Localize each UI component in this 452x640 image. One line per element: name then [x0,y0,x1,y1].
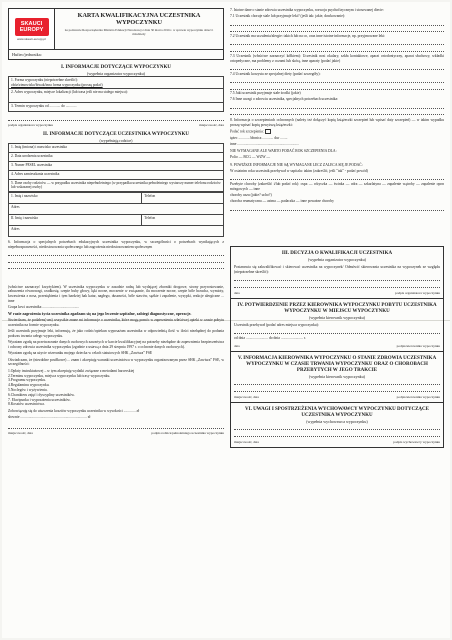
logo-url: www.skauci-europy.pl [17,36,46,41]
health-symptoms-text: (właściwe zaznaczyć krzyżykiem). W uczestnika wypoczynku w zasadzie radzę lub wydającej zborniki drogowe, strony przyrostowanie, zaburzenia równowagi, rzadkostę, czepie buby głowy, lęki nocne, moczenie w związanie, ilu moczenie nocne, czepie bóle brzucha, wymioty, krwawienia z nosa, przeziębienia i tym bardziej hak katar, nagłego, duszności, bóle stawów, sężkie i zapalenie, wysypki, reakcje alergiczne ... inne [8,284,224,303]
section6-signatures [234,440,440,444]
section6-title: VI. UWAGI I SPOSTRZEŻENIA WYCHOWAWCY WYPOCZYNKU DOTYCZĄCE UCZESTNIKA WYPOCZYNKU [245,406,429,418]
parent-signature-caption: podpis rodzica/pełnoletniego uczestnika wypoczynku [151,430,224,435]
participant-name-label: 1. Imię (imiona) i nazwisko uczestnika [11,144,67,149]
diet-label: 7.4 Uczestnik korzysta ze specjalnej diety (podać szczegóły): [230,71,321,76]
other-vaccine-label: inne [230,142,237,147]
signature-line[interactable] [8,116,224,121]
organization-logo [9,9,55,49]
decision-line[interactable] [234,276,440,281]
parent1-name-field[interactable] [9,192,142,203]
parent-signatures [8,431,224,435]
allergy-line[interactable] [230,40,444,45]
serious-diseases-line[interactable] [230,206,444,211]
card-title-box [55,9,223,49]
allergy-label: 7.2 Uczestnik ma uczulenia/alergie: takich lub na co, oraz inne istotne informacje, np. przyjmowane leki: [230,34,386,39]
parent1-address-label: Adres [11,204,20,209]
stay-address-label: Uczestnik przebywał (podać adres miejsca wypoczynku): [234,322,319,327]
place-date-caption: miejscowość, data [8,430,33,435]
section3-box [230,246,444,299]
medication-statement: Jeśli uczestnik przyjmuje leki, informuję, że jako rodzic/opiekun wyposażam uczestnika w odpowiednią ilość w ilości niezbędnej do podania podczas trwania całego wypoczynku. [8,329,224,339]
educator-signature-caption: podpis wychowawcy wypoczynku [393,439,440,444]
section4-title: IV. POTWIERDZENIE PRZEZ KIEROWNIKA WYPOCZYNKU POBYTU UCZESTNIKA WYPOCZYNKU W MIEJSCU WYPOCZYNKU [237,302,437,314]
hospital-stay-line[interactable] [230,175,444,180]
hospital-stay-label: W ostatnim roku uczestnik przebywał w szpitalu: takim (zakreślić, jeśli "tak" - podać powód) [230,168,368,173]
blood-group-field[interactable]: Grupa krwi uczestnika ........................................ [8,305,80,310]
birth-date-label: 2. Data urodzenia uczestnika [11,153,53,158]
other-notes-label: 7.6 Inne uwagi o zdrowiu uczestnika, specjalnych potrzebach uczestnika: [230,97,339,102]
educator-notes-line[interactable] [234,432,440,437]
diphtheria-label: błonica [250,135,262,140]
home-address-field[interactable] [9,170,224,179]
section1-title: I. INFORMACJE DOTYCZĄCE WYPOCZYNKU [61,65,171,70]
blood-group-label: Grupa krwi uczestnika [8,305,42,310]
list-item: 1.Opłaty instruktażowej – w tym akceptuję wydatki związane z metodami harcerskiej [8,368,135,373]
image-consent: Wyrażam zgodę na użycie wizerunku mojego dziecka w celach statutowych SHK „Zawisza” FSE [8,351,153,356]
special-needs-label: 6. Informacja o specjalnych potrzebach edukacyjnych uczestnika wypoczynku, w szczególności o potrzebach wynikających z niepełnosprawności, niedostosowania społecznego lub zagrożenia niedostosowaniem społecznym [8,239,224,249]
parent2-name-field[interactable] [9,214,142,225]
term-to-label: do [61,104,65,109]
list-item: 7. Ekwipunku i wyposażenia uczestników. [8,397,71,402]
card-title: KARTA KWALIFIKACYJNA UCZESTNIKA WYPOCZYNKU [77,12,201,26]
special-needs-line[interactable] [8,264,224,269]
term-from-label: od [45,104,49,109]
section2-title: II. INFORMACJE DOTYCZĄCE UCZESTNIKA WYPOCZYNKU [43,131,189,137]
term-field[interactable]: 3. Termin wypoczynku od ............ do ............ [9,103,224,112]
devices-label: 7.3 Uczestnik (właściwe zaznaczyć kółkiem): Uczestnik nosi okulary, szkła kontaktowe, aparat ortodontyczny, aparat słuchowy, wkładki ortopedyczne, ma problemy z oczami lub skórą, inne aparaty (podać jakie) [230,54,444,63]
ear-diseases-label: choroby uszu (jakie? ucho?) [230,193,272,198]
parent1-address-field[interactable] [9,203,224,214]
optional-vaccines-list[interactable]: Polio — BCG — WZW — [230,154,271,159]
cost-words-unit: zł [87,415,91,420]
form-type-field[interactable] [9,77,224,89]
pesel-label: 3. Numer PESEL uczestnika [11,162,52,167]
right-column [230,8,444,636]
section5-signatures [234,395,440,399]
manager-signature-caption: podpis kierownika wypoczynku [396,394,440,399]
parent2-phone-label: Telefon [144,215,156,220]
section1-subtitle: (wypełnia organizator wypoczynku) [87,71,145,76]
unit-stamp-field[interactable] [8,50,224,60]
section3-subtitle: (wypełnia organizator wypoczynku) [308,257,366,263]
disclosure-statement: Stwierdzam, że podałem(-am) wszystkie znane mi informacje o uczestniku, które mogą pomóc w zapewnieniu właściwej opieki w czasie pobytu uczestnika na formie wypoczynku. [8,318,224,328]
special-needs-line[interactable] [8,251,224,256]
participant-table [8,143,224,192]
stay-to-label: do dnia [268,335,280,340]
section3-signatures [234,291,440,295]
card-header [8,8,224,50]
unit-stamp-label: Hufiec/jednostka: [12,52,42,57]
section4-box [230,299,444,352]
logo-mark [15,18,49,36]
list-item: 4.Regulaminu wypoczynku. [8,383,50,388]
parent1-name-label: 1. Imię i nazwisko [11,193,38,198]
organizer-signature-caption: podpis organizatora wypoczynku [395,290,440,295]
form-type-options: obóz/zimowisko/biwak/inna forma wypoczynku (proszę podać) [11,82,103,87]
birth-date-field[interactable] [9,152,224,161]
date-caption: data [234,343,240,348]
participant-name-field[interactable] [9,143,224,152]
list-item: 3.Programu wypoczynku. [8,378,46,383]
parent2-name-label: II. Imię i nazwisko [11,215,39,220]
section5-box [230,352,444,403]
qualification-card-sheet [2,2,450,638]
decision-line[interactable] [234,283,440,288]
address-field[interactable] [9,89,224,103]
devices-line[interactable] [230,65,444,70]
section5-subtitle: (wypełnia kierownik wypoczynku) [309,373,365,379]
section5-title: V. INFORMACJA KIEROWNIKA WYPOCZYNKU O STANIE ZDROWIA UCZESTNIKA WYPOCZYNKU W CZASIE TRWANIA WYPOCZYNKU ORAZ O CHOROBACH PRZEBYTYCH W JEGO TRAKCIE [237,355,437,373]
tetanus-label: tężec [230,135,238,140]
stay-address-line[interactable] [234,329,440,334]
logo-line2: EUROPY [19,26,44,33]
serious-diseases-label: choroba reumatyczna — astma — padaczka — inne poważne choroby [230,199,334,204]
term-label: 3. Termin wypoczynku [11,104,45,109]
cost-label: Zobowiązuję się do uiszczenia kosztów wypoczynku uczestnika w wysokości [8,409,123,414]
parent-signature-line[interactable] [8,424,224,429]
section2-subtitle: (wypełniają rodzice) [99,137,133,143]
parent1-phone-field[interactable] [142,192,224,203]
section4-subtitle: (wypełnia kierownik wypoczynku) [309,314,365,320]
section6-subtitle: (wypełnia wychowawca wypoczynku) [306,418,368,424]
cost-unit: zł [136,409,140,414]
emergency-consent-text: W razie zagrożenia życia uczestnika zgadzam się na jego leczenie szpitalne, zabiegi diagnostyczne, operacje. [8,311,192,317]
other-notes-line[interactable] [230,104,444,109]
chronic-illness-label: 7.1 Uczestnik choruje stale lub przyjmuje leki? (jeśli tak: jakie, dawkowanie): [230,14,346,19]
optional-vaccines-note: NIE WYMAGANE ALE WARTO PODAĆ ROK SZCZEPIENIA DLA: [230,148,337,153]
cost-words-field[interactable]: słownie ........................................................................ zł [8,415,91,420]
allergy-line[interactable] [230,47,444,52]
special-needs-line[interactable] [8,258,224,263]
organizer-signature-caption: podpis organizatora wypoczynku [8,122,53,127]
chronic-illness-line[interactable] [230,21,444,26]
educator-notes-line[interactable] [234,425,440,430]
list-item: 2.Terminu wypoczynku, miejsca wypoczynku lub trasy wypoczynku. [8,373,111,378]
list-item: 5.Noclegów i wyżywienia. [8,387,48,392]
vaccination-label: 8. Informacja o szczepieniach ochronnych (należy też dołączyć kopię książeczki szczepień lub wpisać daty szczepień) — w takim wypadku proszę wpisać kopię powyższą książeczki: [230,118,444,128]
vaccination-year-label: Podać rok szczepienia: [230,129,444,134]
stay-dates-field[interactable]: od dnia ........................ do dnia ........................ r. [234,335,306,340]
stay-from-label: od dnia [234,335,245,340]
recommended-info-label: 9. POWIŻSZE INFORMACJE NIE SĄ WYMAGANE LECZ ZALECA SIĘ JE PODAĆ: [230,162,363,167]
stay-to-suffix: r. [303,335,306,340]
parents-info-label: 5. Dane osoby rodziców — w przypadku uczestnika niepełnoletniego (w przypadku uczestnika pełnoletniego wystarczy numer telefonu rodziców lub wskazanej osoby) [9,179,224,191]
place-date-caption: miejscowość, data [199,122,224,127]
logo-line1: SKAUCI [20,20,43,27]
data-processing-consent: Wyrażam zgodę na przetwarzanie danych osobowych zawartych w karcie kwalifikacyjnej na potrzeby niezbędne do zapewnienia bezpieczeństwa i ochrony zdrowia uczestnika wypoczynku (zgodnie z ustawą z dnia 29 sierpnia 1997 r. o ochronie danych osobowych). [8,340,224,350]
typhoid-label: dur [274,135,280,140]
health-data-label: 7. Istotne dane o stanie zdrowia uczestnika wypoczynku, rozwoju psychofizycznym i stosowanej diecie: [230,8,384,12]
regular-meds-label: 7.5 Jaki uczestnik przyjmuje stałe środki (jakie) [230,91,301,96]
place-date-caption: miejscowość, data [234,394,259,399]
cost-words-label: słownie [8,415,20,420]
vaccination-other[interactable]: inne ................................................................... [230,142,300,147]
chronic-illness-line[interactable] [230,27,444,32]
diet-line[interactable] [230,78,444,83]
health-report-line[interactable] [234,387,440,392]
home-address-label: 4. Adres zamieszkania uczestnika [11,171,60,176]
past-diseases-label: Przebyte choroby (zakreślić i/lub podać rok): ospa — różyczka — świnka — odra — szkarlatyna — zapalenie wątroby — zapalenie opon mózgowych — inne [230,182,444,191]
parent2-address-label: Adres [11,226,20,231]
place-date-caption: miejscowość, data [234,439,259,444]
parent2-address-field[interactable] [9,225,224,236]
health-report-line[interactable] [234,380,440,385]
terms-acceptance: Oświadczam, że (niezdolne posiłkowe) ... znam i akceptuję warunki uczestnictwa w wypoczynku organizowanym przez SHK „Zawisza” FSE, w szczególności: [8,357,224,367]
card-legal-note: na podstawie Rozporządzenia Ministra Edukacji Narodowej z dnia 30 marca 2016 r. w sprawie wypoczynku dzieci i młodzieży [64,28,214,36]
list-item: 8.Kosztów uczestnictwa. [8,402,45,407]
section4-signatures [234,344,440,348]
left-column [8,8,224,636]
section1-table [8,76,224,112]
manager-signature-caption: podpis kierownika wypoczynku [396,343,440,348]
other-notes-line[interactable] [230,110,444,115]
date-caption: data [234,290,240,295]
diet-line[interactable] [230,85,444,90]
address-label: 2. Adres wypoczynku, miejsce lokalizacji (lub trasa jeśli nie ma stałego miejsca): [11,90,128,95]
form-type-label: 1. Forma wypoczynku (niepotrzebne skreślić): [11,78,78,82]
section3-title: III. DECYZJA O KWALIFIKACJI UCZESTNIKA [281,251,393,257]
parents-table [8,192,224,237]
section6-box [230,403,444,448]
parent1-phone-label: Telefon [144,193,156,198]
parent2-phone-field[interactable] [142,214,224,225]
list-item: 6.Charakteru zajęć i dyscypliny uczestników. [8,392,75,397]
cost-field[interactable]: Zobowiązuję się do uiszczenia kosztów wypoczynku uczestnika w wysokości ............. zł [8,409,140,414]
terms-list [8,369,224,407]
vaccination-items[interactable]: tężec ............ błonica ............ dur ........ [230,135,288,140]
qualification-decision-text: Postanawia się zakwalifikować i skierować uczestnika na wypoczynek/ Odmówić skierowania uczestnika na wypoczynek ze względu (niepotrzebne skreślić): [234,265,440,275]
pesel-field[interactable] [9,161,224,170]
